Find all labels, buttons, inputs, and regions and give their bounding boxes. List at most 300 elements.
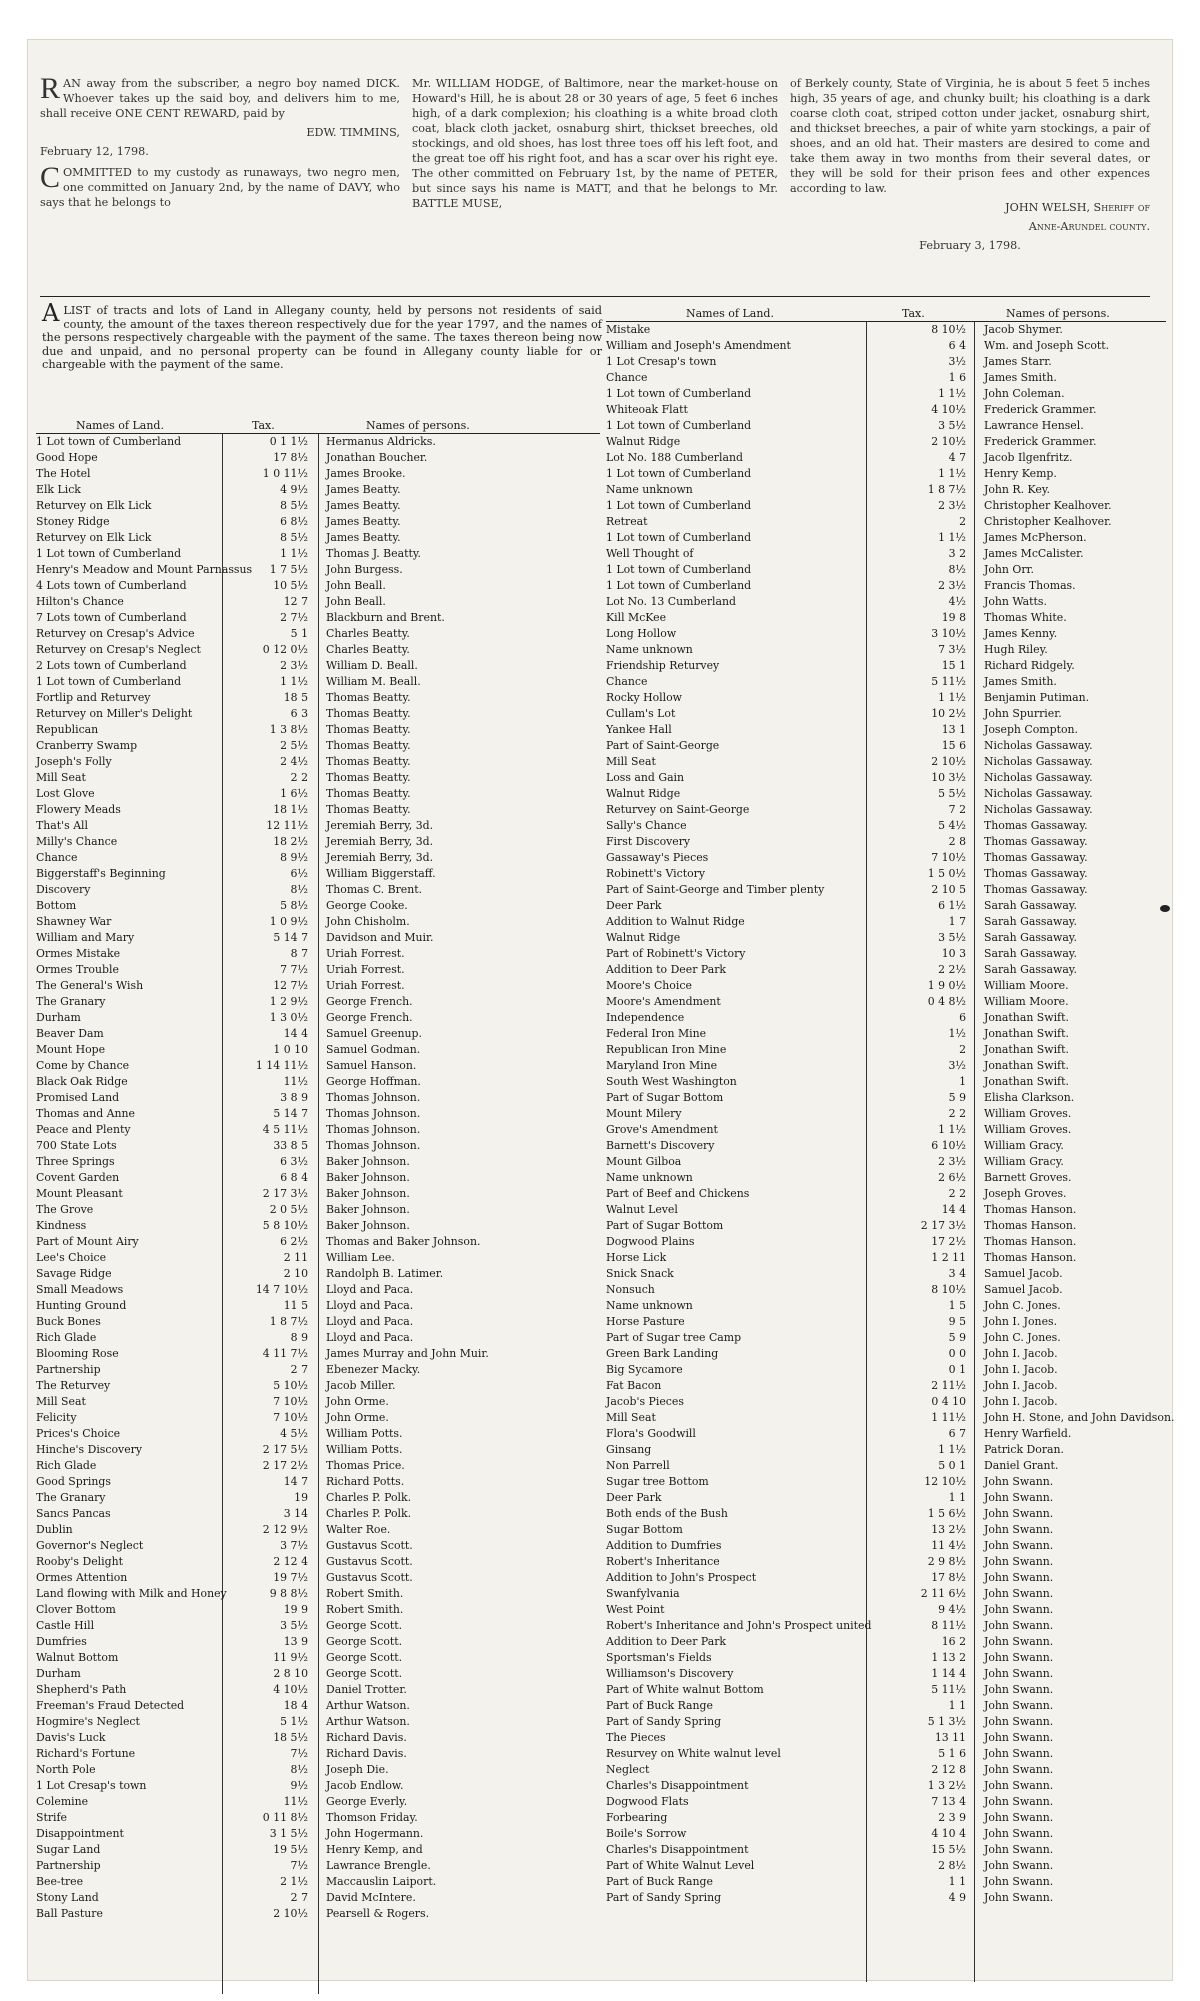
tax-amount: 7 10½	[273, 1411, 308, 1424]
tax-amount: 1 3 2½	[927, 1779, 966, 1792]
land-name: Cranberry Swamp	[36, 739, 138, 752]
table-row	[606, 1106, 1166, 1122]
land-name: Grove's Amendment	[606, 1123, 718, 1136]
person-name: John Watts.	[984, 595, 1047, 608]
land-name: Joseph's Folly	[36, 755, 112, 768]
table-row	[606, 370, 1166, 386]
land-name: Horse Lick	[606, 1251, 667, 1264]
table-row	[36, 1474, 600, 1490]
person-name: John Chisholm.	[326, 915, 410, 928]
land-name: 7 Lots town of Cumberland	[36, 611, 187, 624]
table-row	[36, 1010, 600, 1026]
tax-amount: 5 5½	[938, 787, 966, 800]
table-row	[36, 546, 600, 562]
land-name: Charles's Disappointment	[606, 1779, 749, 1792]
land-name: Flowery Meads	[36, 803, 121, 816]
table-row	[606, 386, 1166, 402]
table-row	[606, 530, 1166, 546]
table-row	[36, 1314, 600, 1330]
table-row	[606, 322, 1166, 338]
tax-amount: 1 14 11½	[255, 1059, 308, 1072]
person-name: Uriah Forrest.	[326, 979, 405, 992]
land-name: Snick Snack	[606, 1267, 674, 1280]
person-name: Thomas Beatty.	[326, 803, 411, 816]
table-row	[606, 1554, 1166, 1570]
person-name: John Swann.	[984, 1843, 1054, 1856]
person-name: Joseph Compton.	[984, 723, 1079, 736]
person-name: Benjamin Putiman.	[984, 691, 1090, 704]
land-name: Hilton's Chance	[36, 595, 124, 608]
person-name: Gustavus Scott.	[326, 1555, 413, 1568]
tax-amount: 7 7½	[280, 963, 308, 976]
person-name: William Potts.	[326, 1427, 403, 1440]
person-name: James Brooke.	[326, 467, 406, 480]
table-row	[606, 1874, 1166, 1890]
land-name: Peace and Plenty	[36, 1123, 131, 1136]
tax-amount: 9 8 8½	[269, 1587, 308, 1600]
person-name: Jonathan Swift.	[984, 1043, 1069, 1056]
land-name: Partnership	[36, 1363, 101, 1376]
tax-amount: 1 11½	[931, 1411, 966, 1424]
table-row	[606, 1474, 1166, 1490]
person-name: James Smith.	[984, 675, 1057, 688]
person-name: Henry Kemp, and	[326, 1843, 423, 1856]
tax-amount: 1 1½	[938, 467, 966, 480]
table-row	[36, 498, 600, 514]
tax-amount: 2 7½	[280, 611, 308, 624]
person-name: Arthur Watson.	[326, 1699, 410, 1712]
table-row	[36, 722, 600, 738]
table-row	[606, 594, 1166, 610]
table-row	[36, 626, 600, 642]
tax-amount: 2 4½	[280, 755, 308, 768]
person-name: Thomson Friday.	[326, 1811, 418, 1824]
land-name: Hinche's Discovery	[36, 1443, 143, 1456]
person-name: Blackburn and Brent.	[326, 611, 445, 624]
tax-amount: 13 9	[283, 1635, 308, 1648]
land-name: Sugar tree Bottom	[606, 1475, 709, 1488]
land-name: Maryland Iron Mine	[606, 1059, 718, 1072]
land-name: The General's Wish	[36, 979, 144, 992]
table-row	[36, 466, 600, 482]
runaway-ad-timmins	[40, 72, 400, 288]
table-row	[36, 770, 600, 786]
person-name: Jacob Endlow.	[326, 1779, 404, 1792]
tax-amount: 19 8	[941, 611, 966, 624]
person-name: Charles P. Polk.	[326, 1507, 412, 1520]
land-name: Deer Park	[606, 899, 662, 912]
land-name: 1 Lot town of Cumberland	[36, 547, 182, 560]
land-name: Strife	[36, 1811, 68, 1824]
tax-amount: 2 2½	[938, 963, 966, 976]
land-name: Republican Iron Mine	[606, 1043, 727, 1056]
land-name: Dogwood Plains	[606, 1235, 695, 1248]
person-name: John Beall.	[326, 579, 386, 592]
table-row	[36, 1666, 600, 1682]
tax-amount: 2 11	[283, 1251, 308, 1264]
person-name: Daniel Trotter.	[326, 1683, 407, 1696]
person-name: William Gracy.	[984, 1139, 1064, 1152]
land-name: Robert's Inheritance and John's Prospect united	[606, 1619, 872, 1632]
tax-amount: 2 2	[948, 1107, 966, 1120]
person-name: George French.	[326, 995, 413, 1008]
land-name: Part of Mount Airy	[36, 1235, 139, 1248]
table-row	[606, 1346, 1166, 1362]
land-name: Walnut Ridge	[606, 435, 681, 448]
tax-amount: 2 1½	[280, 1875, 308, 1888]
land-name: The Pieces	[606, 1731, 666, 1744]
table-row	[606, 1202, 1166, 1218]
tax-amount: 1 1½	[280, 547, 308, 560]
table-row	[606, 1794, 1166, 1810]
table-row	[606, 1730, 1166, 1746]
person-name: Thomas Hanson.	[984, 1251, 1077, 1264]
table-row	[606, 1858, 1166, 1874]
person-name: James McPherson.	[984, 531, 1087, 544]
person-name: James Beatty.	[326, 531, 401, 544]
land-name: Clover Bottom	[36, 1603, 116, 1616]
tax-amount: 2 8 10	[273, 1667, 308, 1680]
land-name: Part of White walnut Bottom	[606, 1683, 764, 1696]
tax-amount: 1 5 0½	[927, 867, 966, 880]
table-row	[36, 610, 600, 626]
table-row	[36, 1346, 600, 1362]
person-name: Gustavus Scott.	[326, 1539, 413, 1552]
person-name: William Biggerstaff.	[326, 867, 436, 880]
land-name: Blooming Rose	[36, 1347, 119, 1360]
person-name: Hugh Riley.	[984, 643, 1048, 656]
tax-amount: 8½	[290, 1763, 308, 1776]
land-name: Neglect	[606, 1763, 650, 1776]
person-name: Thomas Johnson.	[326, 1123, 421, 1136]
land-name: Returvey on Miller's Delight	[36, 707, 193, 720]
table-row	[606, 1426, 1166, 1442]
tax-amount: 2 3 9	[938, 1811, 966, 1824]
person-name: Wm. and Joseph Scott.	[984, 339, 1110, 352]
tax-amount: 2 3½	[938, 579, 966, 592]
person-name: George Hoffman.	[326, 1075, 421, 1088]
person-name: Thomas Gassaway.	[984, 819, 1088, 832]
tax-amount: 15 5½	[931, 1843, 966, 1856]
header-person: Names of persons.	[1006, 307, 1110, 320]
person-name: Thomas C. Brent.	[326, 883, 423, 896]
land-name: Addition to Deer Park	[606, 963, 727, 976]
tax-amount: 3 14	[283, 1507, 308, 1520]
committed-ad-end	[790, 76, 1150, 288]
land-name: Cullam's Lot	[606, 707, 676, 720]
tax-amount: 8 11½	[931, 1619, 966, 1632]
table-row	[606, 1442, 1166, 1458]
table-row	[606, 674, 1166, 690]
table-row	[606, 1602, 1166, 1618]
table-row	[36, 1186, 600, 1202]
committed-ad-continued	[412, 76, 778, 288]
tax-amount: 6 2½	[280, 1235, 308, 1248]
table-row	[36, 450, 600, 466]
land-name: Small Meadows	[36, 1283, 124, 1296]
land-name: Discovery	[36, 883, 91, 896]
person-name: John C. Jones.	[984, 1331, 1061, 1344]
tax-amount: 10 3	[941, 947, 966, 960]
land-name: 1 Lot Cresap's town	[36, 1779, 147, 1792]
person-name: Daniel Grant.	[984, 1459, 1059, 1472]
tax-amount: 1 6½	[280, 787, 308, 800]
tax-amount: 1 1½	[938, 691, 966, 704]
person-name: John I. Jacob.	[984, 1347, 1058, 1360]
person-name: Jeremiah Berry, 3d.	[326, 819, 434, 832]
land-name: Sugar Land	[36, 1843, 101, 1856]
tax-amount: 5 4½	[938, 819, 966, 832]
table-row	[36, 1810, 600, 1826]
person-name: Uriah Forrest.	[326, 963, 405, 976]
person-name: Thomas Johnson.	[326, 1107, 421, 1120]
tax-amount: 2 7	[290, 1363, 308, 1376]
person-name: Thomas Beatty.	[326, 707, 411, 720]
person-name: John I. Jacob.	[984, 1395, 1058, 1408]
tax-amount: 6 8½	[280, 515, 308, 528]
table-row	[36, 1122, 600, 1138]
tax-amount: 3 5½	[938, 419, 966, 432]
table-row	[606, 1170, 1166, 1186]
land-name: Sally's Chance	[606, 819, 687, 832]
table-row	[36, 642, 600, 658]
ad-signer: JOHN WELSH, Sheriff of	[1005, 201, 1150, 214]
land-name: Three Springs	[36, 1155, 115, 1168]
tax-amount: 17 2½	[931, 1235, 966, 1248]
person-name: Thomas Hanson.	[984, 1235, 1077, 1248]
tax-amount: 1 7 5½	[269, 563, 308, 576]
table-row	[606, 498, 1166, 514]
tax-amount: 2 8½	[938, 1859, 966, 1872]
tax-amount: 7 10½	[273, 1395, 308, 1408]
table-row	[36, 1090, 600, 1106]
person-name: Jacob Ilgenfritz.	[984, 451, 1073, 464]
tax-amount: 5 0 1	[938, 1459, 966, 1472]
table-row	[606, 850, 1166, 866]
land-name: William and Joseph's Amendment	[606, 339, 791, 352]
table-row	[606, 1266, 1166, 1282]
table-header	[606, 306, 1166, 322]
tax-amount: 2 3½	[280, 659, 308, 672]
table-row	[606, 658, 1166, 674]
tax-amount: 5 9	[948, 1091, 966, 1104]
table-row	[36, 962, 600, 978]
person-name: Charles Beatty.	[326, 643, 410, 656]
tax-amount: 14 4	[941, 1203, 966, 1216]
tax-amount: 2	[959, 1043, 966, 1056]
tax-amount: 3 1 5½	[269, 1827, 308, 1840]
land-name: Nonsuch	[606, 1283, 655, 1296]
land-name: Durham	[36, 1011, 81, 1024]
person-name: Jacob Miller.	[326, 1379, 396, 1392]
person-name: John R. Key.	[984, 483, 1050, 496]
table-row	[36, 994, 600, 1010]
land-name: Thomas and Anne	[36, 1107, 135, 1120]
tax-amount: 4 5 11½	[262, 1123, 308, 1136]
person-name: Davidson and Muir.	[326, 931, 434, 944]
land-name: Dublin	[36, 1523, 73, 1536]
person-name: Francis Thomas.	[984, 579, 1076, 592]
table-row	[606, 1154, 1166, 1170]
tax-amount: 3 5½	[938, 931, 966, 944]
table-row	[606, 738, 1166, 754]
land-name: Governor's Neglect	[36, 1539, 144, 1552]
land-name: Good Hope	[36, 451, 98, 464]
tax-amount: 8 7	[290, 947, 308, 960]
land-name: Mount Hope	[36, 1043, 106, 1056]
person-name: Sarah Gassaway.	[984, 931, 1077, 944]
table-row	[36, 914, 600, 930]
land-name: Addition to John's Prospect	[606, 1571, 757, 1584]
land-name: 1 Lot town of Cumberland	[36, 675, 182, 688]
tax-amount: 3 7½	[280, 1539, 308, 1552]
tax-amount: 18 5	[283, 691, 308, 704]
tax-amount: 12 10½	[924, 1475, 966, 1488]
table-row	[36, 1282, 600, 1298]
land-name: Name unknown	[606, 483, 693, 496]
table-row	[606, 978, 1166, 994]
land-name: Forbearing	[606, 1811, 668, 1824]
land-name: Rich Glade	[36, 1459, 97, 1472]
person-name: John Swann.	[984, 1571, 1054, 1584]
person-name: James Murray and John Muir.	[326, 1347, 489, 1360]
person-name: Jonathan Swift.	[984, 1059, 1069, 1072]
table-row	[36, 1602, 600, 1618]
person-name: Jeremiah Berry, 3d.	[326, 835, 434, 848]
person-name: John Swann.	[984, 1891, 1054, 1904]
table-row	[36, 1778, 600, 1794]
person-name: George Scott.	[326, 1635, 403, 1648]
tax-amount: 3 8 9	[280, 1091, 308, 1104]
tax-amount: 1 13 2	[931, 1651, 966, 1664]
land-name: West Point	[606, 1603, 665, 1616]
tax-amount: 1 5 6½	[927, 1507, 966, 1520]
person-name: Baker Johnson.	[326, 1219, 410, 1232]
table-row	[36, 1762, 600, 1778]
person-name: Henry Warfield.	[984, 1427, 1072, 1440]
person-name: Sarah Gassaway.	[984, 963, 1077, 976]
land-name: Fortlip and Returvey	[36, 691, 151, 704]
tax-amount: 2 0 5½	[269, 1203, 308, 1216]
tax-amount: 13 2½	[931, 1523, 966, 1536]
tax-amount: 5 14 7	[273, 931, 308, 944]
table-body	[36, 434, 600, 1922]
land-name: Ormes Mistake	[36, 947, 121, 960]
tax-amount: 18 4	[283, 1699, 308, 1712]
person-name: William M. Beall.	[326, 675, 421, 688]
land-name: Elk Lick	[36, 483, 81, 496]
land-name: Ormes Attention	[36, 1571, 128, 1584]
tax-amount: 15 1	[941, 659, 966, 672]
table-row	[36, 1506, 600, 1522]
table-row	[606, 1010, 1166, 1026]
person-name: Lawrance Hensel.	[984, 419, 1084, 432]
tax-amount: 33 8 5	[273, 1139, 308, 1152]
person-name: William Groves.	[984, 1107, 1072, 1120]
tax-amount: 2 12 4	[273, 1555, 308, 1568]
table-row	[36, 1442, 600, 1458]
tax-amount: 3½	[948, 1059, 966, 1072]
tax-amount: 9 5	[948, 1315, 966, 1328]
land-name: Mill Seat	[36, 771, 86, 784]
tax-amount: 2 8	[948, 835, 966, 848]
land-name: Good Springs	[36, 1475, 111, 1488]
table-row	[606, 482, 1166, 498]
person-name: John Swann.	[984, 1555, 1054, 1568]
person-name: Thomas Beatty.	[326, 755, 411, 768]
land-name: Ball Pasture	[36, 1907, 103, 1920]
person-name: Nicholas Gassaway.	[984, 803, 1093, 816]
tax-amount: 7 2	[948, 803, 966, 816]
tax-amount: 8½	[290, 883, 308, 896]
table-row	[36, 1634, 600, 1650]
tax-amount: 1 3 8½	[269, 723, 308, 736]
ad-date: February 12, 1798.	[40, 145, 149, 158]
land-name: Name unknown	[606, 1299, 693, 1312]
person-name: Nicholas Gassaway.	[984, 771, 1093, 784]
land-name: Retreat	[606, 515, 648, 528]
tax-amount: 6 1½	[938, 899, 966, 912]
land-name: 1 Lot town of Cumberland	[606, 563, 752, 576]
tax-amount: 6 8 4	[280, 1171, 308, 1184]
land-name: Colemine	[36, 1795, 89, 1808]
tax-amount: 5 10½	[273, 1379, 308, 1392]
table-row	[36, 1730, 600, 1746]
person-name: Thomas Beatty.	[326, 787, 411, 800]
tax-amount: 3 2	[948, 547, 966, 560]
table-row	[606, 1506, 1166, 1522]
tax-amount: 1 6	[948, 371, 966, 384]
land-name: Addition to Dumfries	[606, 1539, 722, 1552]
land-name: Chance	[606, 371, 648, 384]
tax-amount: 19	[294, 1491, 308, 1504]
person-name: Sarah Gassaway.	[984, 915, 1077, 928]
table-row	[36, 658, 600, 674]
table-row	[606, 1634, 1166, 1650]
table-row	[606, 1122, 1166, 1138]
table-row	[36, 850, 600, 866]
table-row	[606, 402, 1166, 418]
land-name: Hunting Ground	[36, 1299, 127, 1312]
tax-amount: 2 10	[283, 1267, 308, 1280]
table-row	[606, 1234, 1166, 1250]
person-name: John I. Jacob.	[984, 1363, 1058, 1376]
person-name: George Scott.	[326, 1651, 403, 1664]
person-name: William Gracy.	[984, 1155, 1064, 1168]
land-name: 700 State Lots	[36, 1139, 117, 1152]
table-row	[606, 450, 1166, 466]
tax-amount: 1 9 0½	[927, 979, 966, 992]
land-name: Boile's Sorrow	[606, 1827, 687, 1840]
person-name: John Swann.	[984, 1491, 1054, 1504]
land-name: Richard's Fortune	[36, 1747, 136, 1760]
land-name: Black Oak Ridge	[36, 1075, 128, 1088]
land-name: Republican	[36, 723, 99, 736]
tax-table-right	[606, 306, 1175, 1906]
person-name: Lloyd and Paca.	[326, 1283, 414, 1296]
person-name: John Orme.	[326, 1395, 389, 1408]
tax-amount: 1½	[948, 1027, 966, 1040]
tax-amount: 4 10½	[273, 1683, 308, 1696]
person-name: Arthur Watson.	[326, 1715, 410, 1728]
tax-amount: 4 11 7½	[262, 1347, 308, 1360]
person-name: Sarah Gassaway.	[984, 947, 1077, 960]
land-name: Dumfries	[36, 1635, 87, 1648]
person-name: John Swann.	[984, 1523, 1054, 1536]
table-row	[606, 1314, 1166, 1330]
land-name: Yankee Hall	[606, 723, 672, 736]
tax-amount: 0 4 10	[931, 1395, 966, 1408]
